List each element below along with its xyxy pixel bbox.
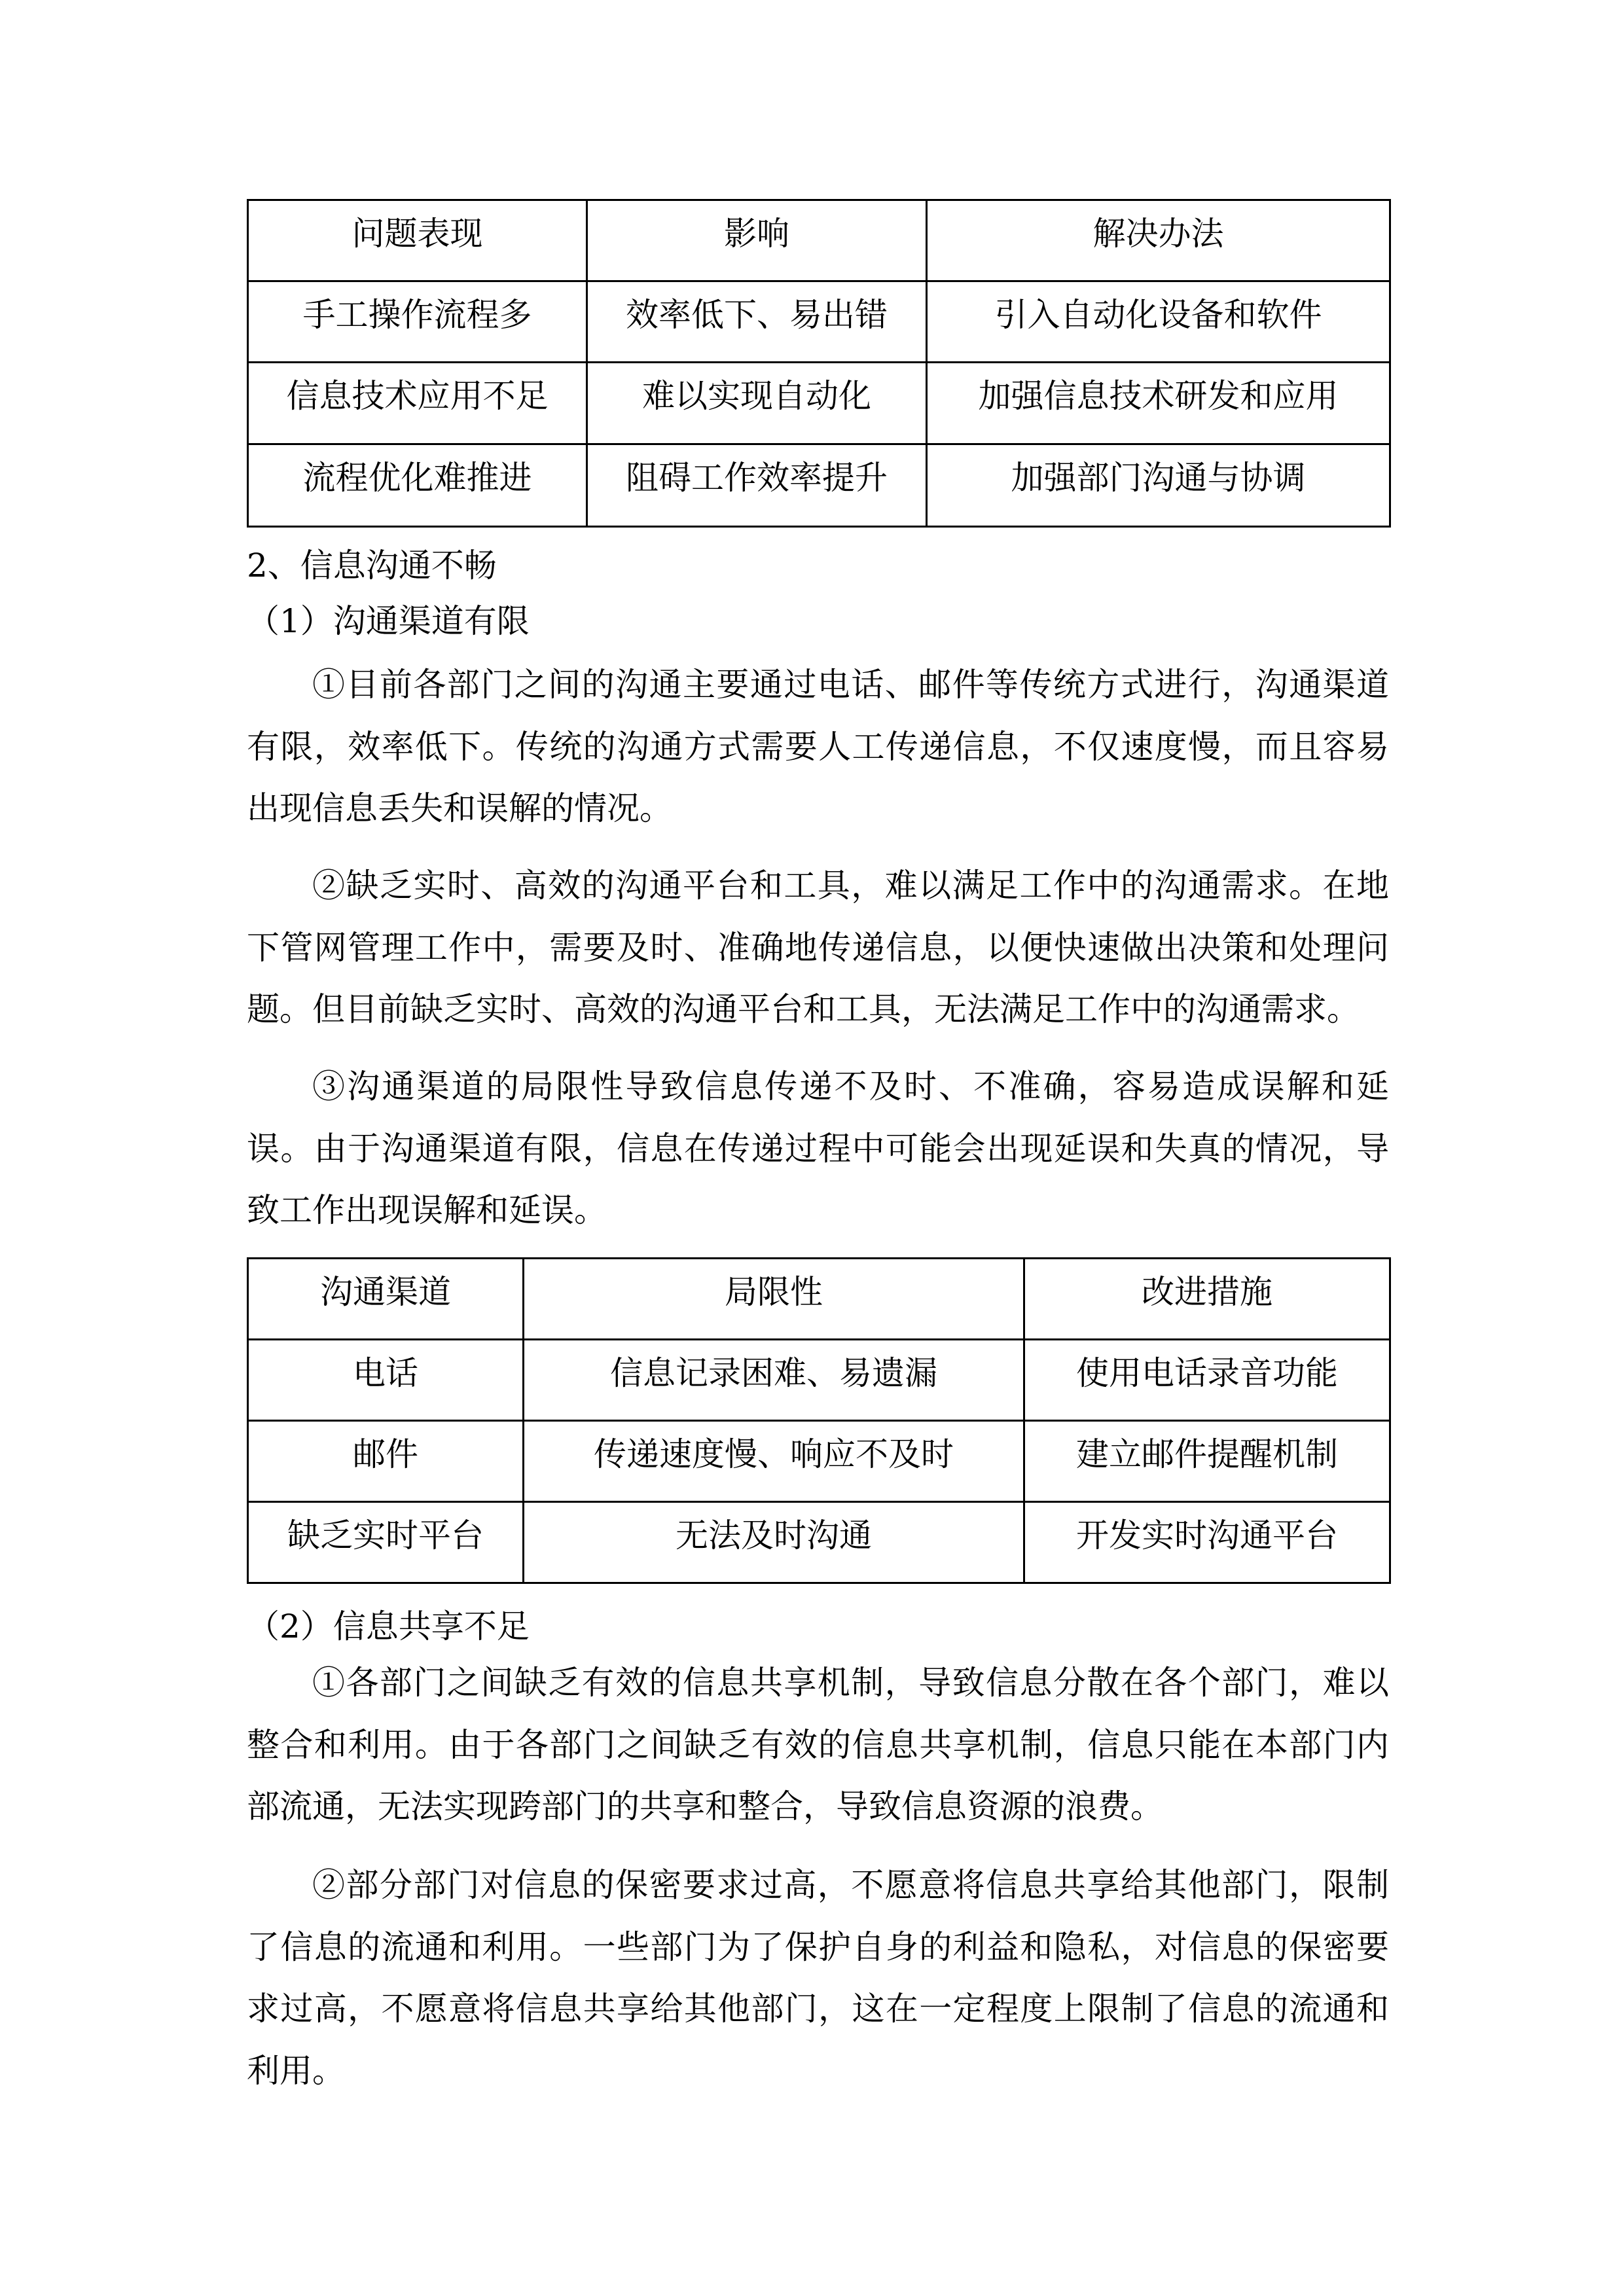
table-cell: 难以实现自动化: [587, 363, 927, 444]
table-cell: 开发实时沟通平台: [1024, 1502, 1390, 1583]
subsection-heading: （2）信息共享不足: [247, 1607, 530, 1645]
table-cell: 电话: [248, 1340, 524, 1421]
section-heading: 2、信息沟通不畅: [247, 547, 497, 584]
table-problems: [247, 199, 1389, 528]
table-cell: 信息技术应用不足: [248, 363, 587, 444]
table-cell: 手工操作流程多: [248, 281, 587, 363]
paragraph: ③沟通渠道的局限性导致信息传递不及时、不准确，容易造成误解和延误。由于沟通渠道有限，信息在传递过程中可能会出现延误和失真的情况，导致工作出现误解和延误。: [247, 1067, 1389, 1229]
table-row: [248, 281, 1390, 363]
table-header-cell: 解决办法: [927, 200, 1390, 281]
table-cell: 流程优化难推进: [248, 444, 587, 527]
table-cell: 加强信息技术研发和应用: [927, 363, 1390, 444]
table-cell: 传递速度慢、响应不及时: [524, 1421, 1024, 1502]
table-cell: 加强部门沟通与协调: [927, 444, 1390, 527]
table-header-row: [248, 1259, 1390, 1340]
paragraph: ②缺乏实时、高效的沟通平台和工具，难以满足工作中的沟通需求。在地下管网管理工作中，需要及时、准确地传递信息，以便快速做出决策和处理问题。但目前缺乏实时、高效的沟通平台和工具，无法满足工作中的沟通需求。: [247, 867, 1389, 1028]
table-cell: 建立邮件提醒机制: [1024, 1421, 1390, 1502]
table-cell: 无法及时沟通: [524, 1502, 1024, 1583]
table-row: [248, 1340, 1390, 1421]
table-cell: 阻碍工作效率提升: [587, 444, 927, 527]
table-header-row: [248, 200, 1390, 281]
paragraph: ①各部门之间缺乏有效的信息共享机制，导致信息分散在各个部门，难以整合和利用。由于各部门之间缺乏有效的信息共享机制，信息只能在本部门内部流通，无法实现跨部门的共享和整合，导致信息资源的浪费。: [247, 1664, 1389, 1825]
table-channels: [247, 1257, 1389, 1584]
table-header-cell: 局限性: [524, 1259, 1024, 1340]
table-row: [248, 363, 1390, 444]
table-cell: 缺乏实时平台: [248, 1502, 524, 1583]
table-header-cell: 沟通渠道: [248, 1259, 524, 1340]
table-cell: 信息记录困难、易遗漏: [524, 1340, 1024, 1421]
paragraph: ①目前各部门之间的沟通主要通过电话、邮件等传统方式进行，沟通渠道有限，效率低下。传统的沟通方式需要人工传递信息，不仅速度慢，而且容易出现信息丢失和误解的情况。: [247, 666, 1389, 827]
subsection-heading: （1）沟通渠道有限: [247, 602, 530, 640]
table-cell: 效率低下、易出错: [587, 281, 927, 363]
table-header-cell: 改进措施: [1024, 1259, 1390, 1340]
table-header-cell: 影响: [587, 200, 927, 281]
table-cell: 使用电话录音功能: [1024, 1340, 1390, 1421]
table-row: [248, 444, 1390, 527]
table-row: [248, 1502, 1390, 1583]
table-cell: 邮件: [248, 1421, 524, 1502]
table-header-cell: 问题表现: [248, 200, 587, 281]
table-cell: 引入自动化设备和软件: [927, 281, 1390, 363]
paragraph: ②部分部门对信息的保密要求过高，不愿意将信息共享给其他部门，限制了信息的流通和利用。一些部门为了保护自身的利益和隐私，对信息的保密要求过高，不愿意将信息共享给其他部门，这在一定程度上限制了信息的流通和利用。: [247, 1866, 1389, 2090]
table-row: [248, 1421, 1390, 1502]
